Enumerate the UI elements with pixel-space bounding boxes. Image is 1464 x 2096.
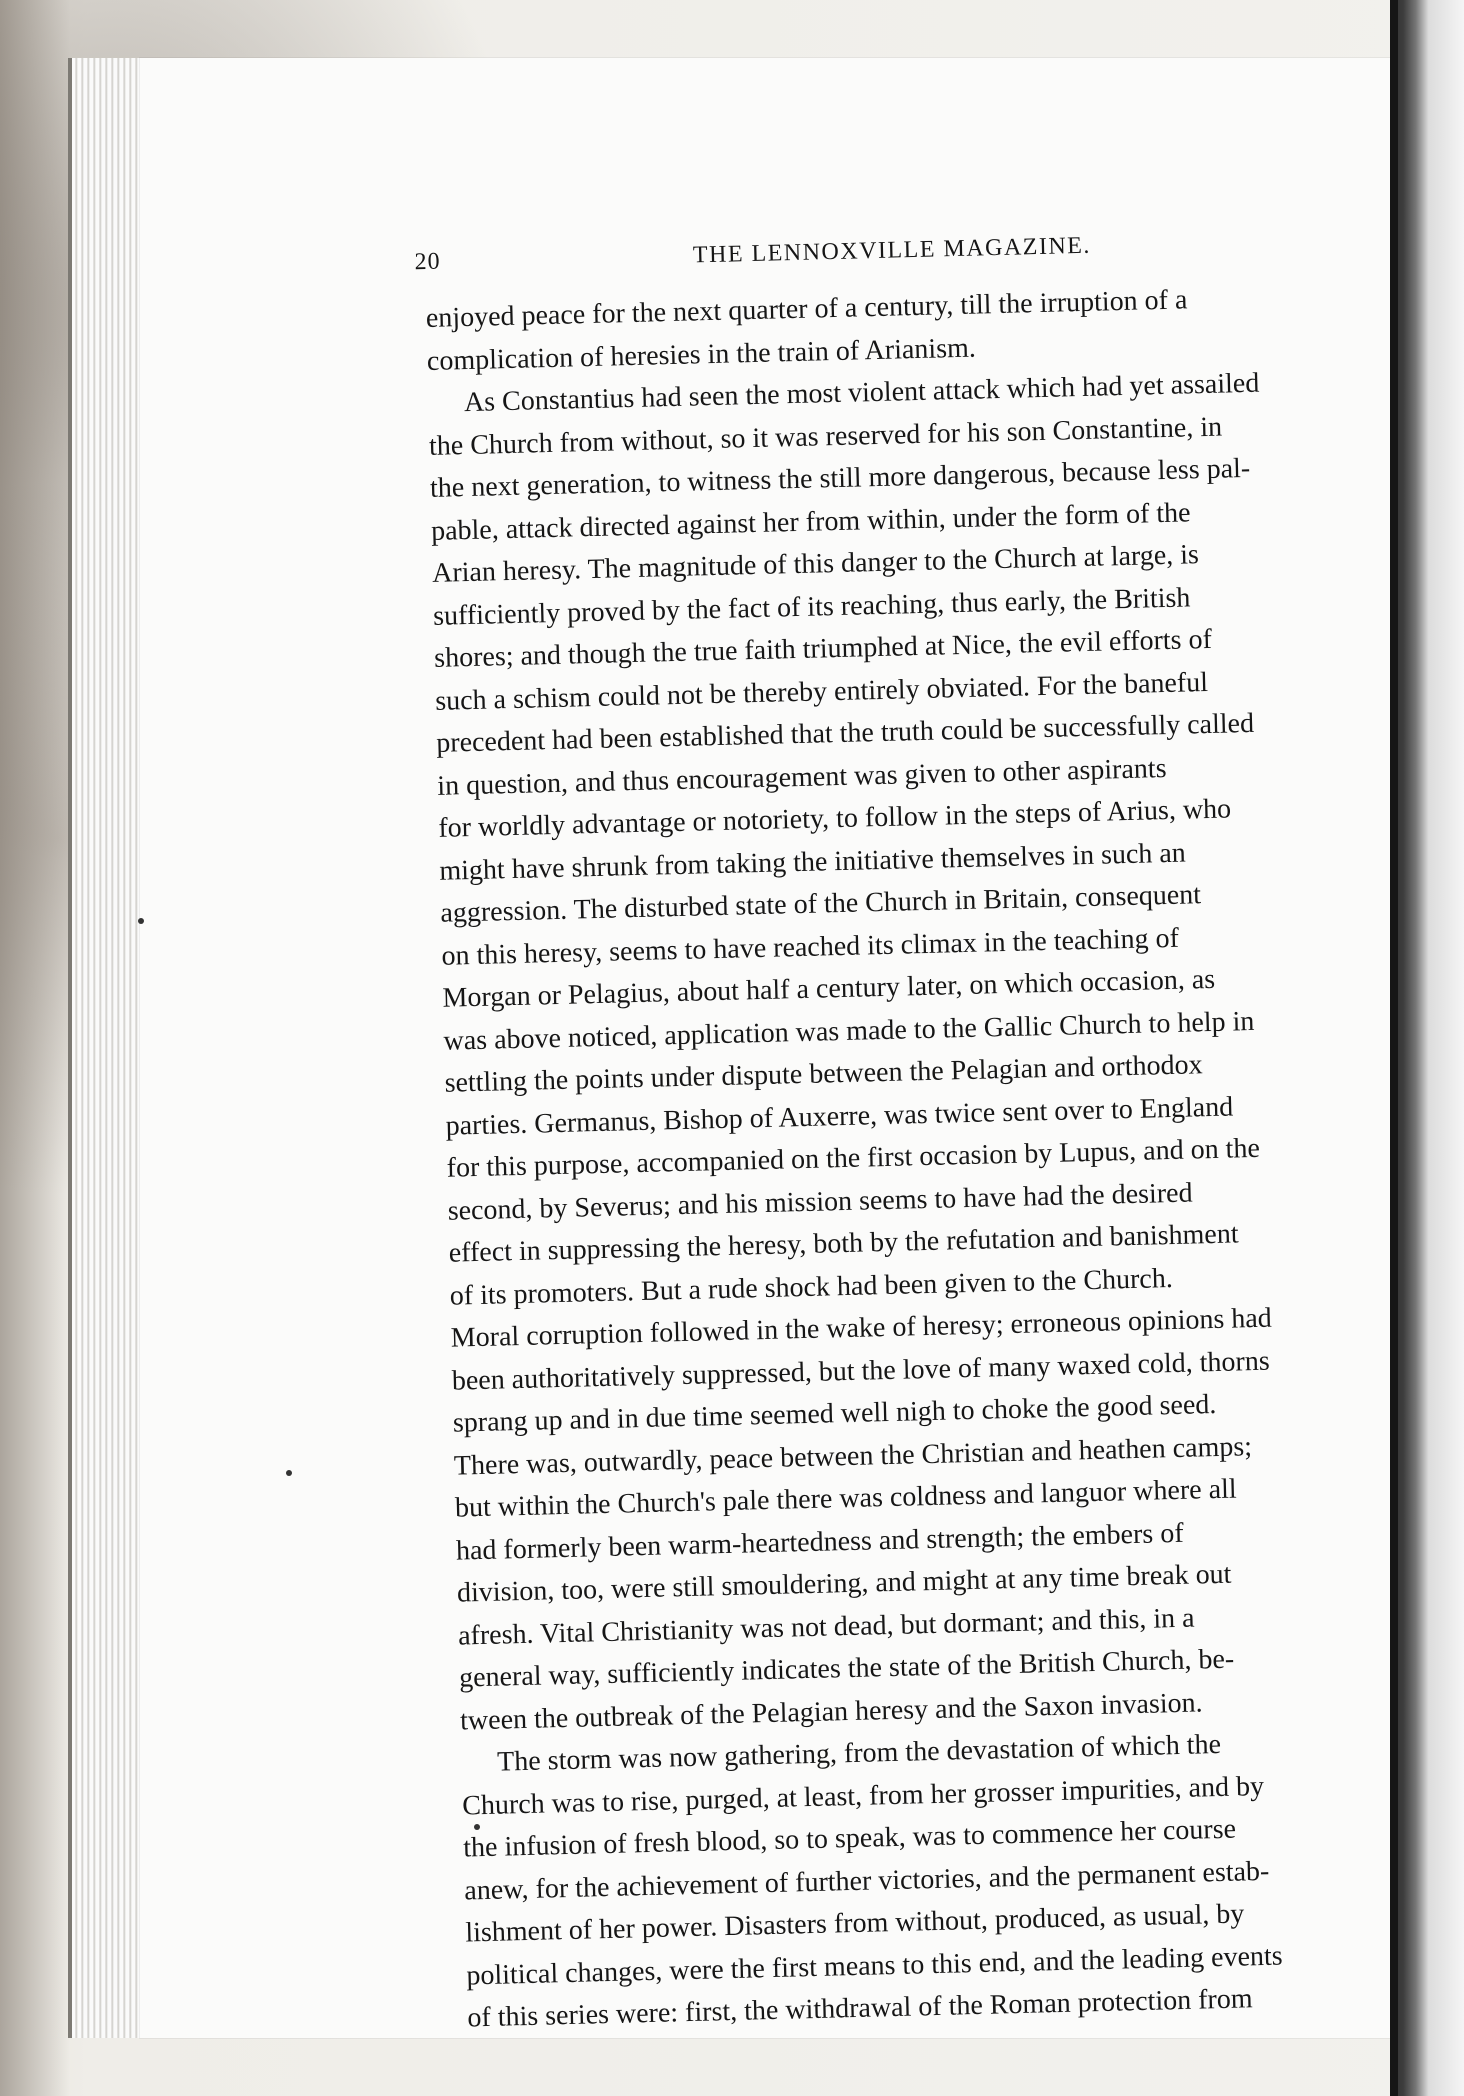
text-line: in question, and thus encouragement was given to other aspirants [436, 752, 1167, 802]
ink-mark [286, 1470, 292, 1476]
text-line: pable, attack directed against her from within, under the form of the [430, 496, 1191, 547]
text-line: such a schism could not be thereby entirely obviated. For the baneful [434, 666, 1209, 717]
text-line: for worldly advantage or notoriety, to follow in the steps of Arius, who [437, 793, 1232, 844]
text-line: Morgan or Pelagius, about half a century later, on which occasion, as [442, 963, 1216, 1014]
page-number: 20 [414, 248, 441, 276]
text-line: the infusion of fresh blood, so to speak, was to commence her course [462, 1813, 1237, 1864]
ink-mark [138, 918, 144, 924]
book-binding [1390, 0, 1464, 2096]
text-line: might have shrunk from taking the initiative themselves in such an [439, 837, 1187, 887]
text-line: had formerly been warm-heartedness and strength; the embers of [455, 1517, 1184, 1567]
text-line: settling the points under dispute between the Pelagian and orthodox [444, 1049, 1203, 1099]
text-line: aggression. The disturbed state of the Church in Britain, consequent [440, 879, 1202, 929]
text-line: Church was to rise, purged, at least, from her grosser impurities, and by [461, 1770, 1265, 1822]
text-line: The storm was now gathering, from the devastation of which the [496, 1728, 1222, 1778]
text-line: Arian heresy. The magnitude of this danger to the Church at large, is [431, 539, 1200, 589]
text-line: the next generation, to witness the still more dangerous, because less pal- [429, 452, 1251, 504]
text-line: division, too, were still smouldering, and might at any time break out [456, 1558, 1232, 1609]
text-line: sprang up and in due time seemed well nigh to choke the good seed. [452, 1388, 1217, 1439]
text-line: on this heresy, seems to have reached its climax in the teaching of [441, 922, 1180, 972]
text-line: shores; and though the true faith triumphed at Nice, the evil efforts of [433, 623, 1213, 674]
text-line: sufficiently proved by the fact of its reaching, thus early, the British [432, 581, 1191, 632]
text-line: been authoritatively suppressed, but the love of many waxed cold, thorns [451, 1345, 1271, 1397]
text-line: second, by Severus; and his mission seems to have had the desired [447, 1177, 1193, 1227]
text-line: for this purpose, accompanied on the first occasion by Lupus, and on the [446, 1132, 1261, 1184]
text-line: political changes, were the first means to this end, and the leading events [466, 1940, 1283, 1991]
text-line: lishment of her power. Disasters from without, produced, as usual, by [464, 1898, 1245, 1949]
text-line: the Church from without, so it was reserved for his son Constantine, in [428, 411, 1223, 462]
text-line: Moral corruption followed in the wake of heresy; erroneous opinions had [450, 1302, 1273, 1354]
text-line: of this series were: first, the withdrawal of the Roman protection from [467, 1983, 1253, 2034]
text-line: complication of heresies in the train of Arianism. [426, 332, 977, 377]
text-line: There was, outwardly, peace between the Christian and heathen camps; [453, 1430, 1253, 1482]
text-line: enjoyed peace for the next quarter of a century, till the irruption of a [425, 284, 1188, 334]
magazine-title: THE LENNOXVILLE MAGAZINE. [692, 232, 1092, 269]
text-line: of its promoters. But a rude shock had been given to the Church. [449, 1262, 1174, 1312]
text-line: general way, sufficiently indicates the state of the British Church, be- [458, 1643, 1235, 1694]
page-content [414, 217, 1403, 2040]
text-line: anew, for the achievement of further victories, and the permanent estab- [463, 1855, 1270, 1907]
text-line: afresh. Vital Christianity was not dead, but dormant; and this, in a [457, 1602, 1195, 1652]
page-edge-stack [68, 58, 140, 2038]
text-line: effect in suppressing the heresy, both by the refutation and banishment [448, 1218, 1239, 1269]
text-line: but within the Church's pale there was coldness and languor where all [454, 1473, 1237, 1524]
text-line: precedent had been established that the truth could be successfully called [435, 707, 1255, 759]
text-line: parties. Germanus, Bishop of Auxerre, was twice sent over to England [445, 1090, 1234, 1142]
text-line: As Constantius had seen the most violent attack which had yet assailed [463, 367, 1260, 419]
scan-left-shadow [0, 0, 70, 2096]
body-text [425, 275, 1402, 2040]
text-line: was above noticed, application was made to the Gallic Church to help in [443, 1005, 1255, 1057]
text-line: tween the outbreak of the Pelagian heresy and the Saxon invasion. [459, 1686, 1203, 1737]
